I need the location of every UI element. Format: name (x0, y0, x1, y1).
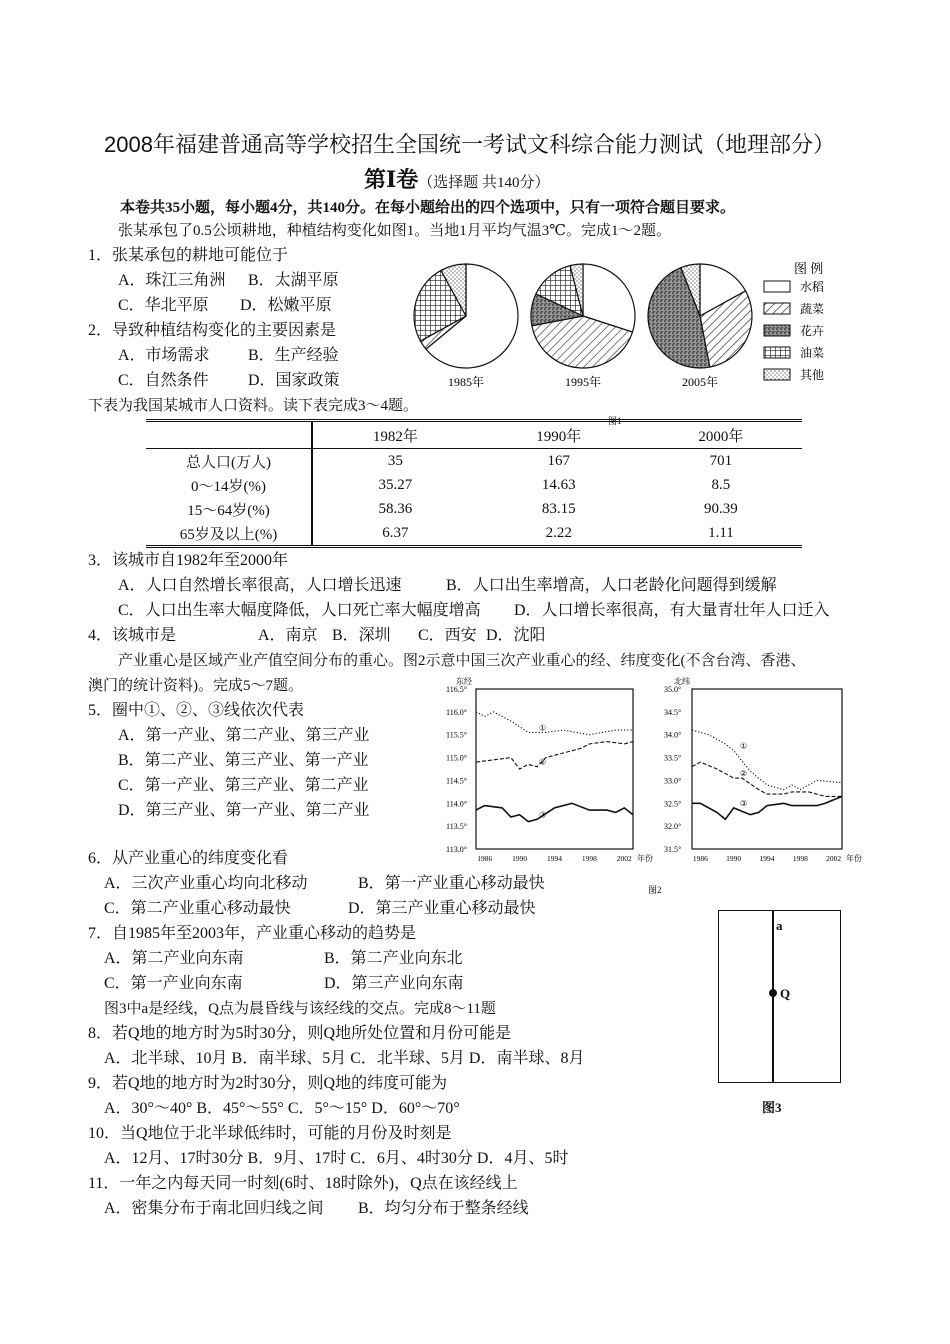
point-q-label: Q (780, 986, 791, 1001)
q7-option-a: A．第二产业向东南 (104, 950, 244, 967)
y-tick-label: 32.0° (664, 822, 682, 832)
x-tick-label: 2002 (616, 854, 632, 863)
q8-options: A．北半球、10月 B．南半球、5月 C．北半球、5月 D．南半球、8月 (104, 1050, 585, 1067)
x-tick-label: 1994 (547, 854, 562, 863)
series-label: ① (739, 741, 748, 751)
pie-label: 1985年 (447, 375, 485, 389)
table-cell: 58.36 (378, 500, 413, 517)
q7-option-d: D．第三产业向东南 (324, 975, 464, 992)
series-line-2 (692, 762, 842, 796)
table-header: 1990年 (478, 421, 640, 449)
q5-option-b: B．第二产业、第三产业、第一产业 (118, 752, 369, 769)
q4-option-b: B．深圳 (332, 627, 391, 644)
y-tick-label: 114.0° (446, 799, 467, 809)
x-tick-label: 1990 (726, 854, 742, 863)
legend-label: 花卉 (800, 324, 825, 338)
q4-option-c: C．西安 (418, 627, 477, 644)
q6-option-c: C．第二产业重心移动最快 (104, 900, 291, 917)
q2-option-d: D．国家政策 (248, 372, 340, 389)
series-label: ③ (739, 798, 748, 808)
y-tick-label: 113.5° (446, 822, 467, 832)
legend-label: 水稻 (800, 280, 825, 294)
q6-option-d: D．第三产业重心移动最快 (348, 900, 536, 917)
y-tick-label: 115.0° (446, 753, 467, 763)
section-name: 第Ⅰ卷 (364, 167, 419, 192)
x-axis-label: 年份 (637, 854, 653, 863)
y-axis-label: 北纬 (674, 677, 690, 686)
table-cell: 701 (709, 452, 733, 469)
table-header: 2000年 (640, 421, 802, 449)
q1-option-c: C．华北平原 (118, 297, 209, 314)
row-label: 15～64岁(%) (146, 497, 312, 521)
figure-1-caption: 图1 (608, 416, 622, 426)
q3-option-c: C．人口出生率大幅度降低，人口死亡率大幅度增高 (118, 602, 481, 619)
x-tick-label: 1994 (759, 854, 775, 863)
pie-label: 2005年 (681, 375, 719, 389)
q6-stem: 6．从产业重心的纬度变化看 (88, 850, 289, 867)
q3-option-b: B．人口出生率增高，人口老龄化问题得到缓解 (446, 577, 777, 594)
y-axis-label: 东经 (456, 677, 472, 686)
q5-option-d: D．第三产业、第一产业、第二产业 (118, 802, 370, 819)
q1-stem: 1．张某承包的耕地可能位于 (88, 247, 289, 264)
instructions: 本卷共35小题，每小题4分，共140分。在每小题给出的四个选项中，只有一项符合题目要求。 (120, 200, 736, 216)
q4-option-d: D．沈阳 (486, 627, 546, 644)
q5-option-a: A．第一产业、第二产业、第三产业 (118, 727, 370, 744)
x-tick-label: 2002 (826, 854, 842, 863)
table-cell: 8.5 (711, 476, 731, 493)
q11-stem: 11．一年之内每天同一时刻(6时、18时除外)，Q点在该经线上 (88, 1175, 518, 1192)
y-tick-label: 115.5° (446, 730, 467, 740)
q1-option-d: D．松嫩平原 (240, 297, 332, 314)
series-line-1 (476, 712, 633, 735)
table-cell: 35 (387, 452, 403, 469)
table-cell: 35.27 (378, 476, 413, 493)
x-tick-label: 1998 (581, 854, 597, 863)
q4-option-a: A．南京 (258, 627, 318, 644)
x-tick-label: 1986 (477, 854, 493, 863)
figure-3-caption: 图3 (762, 1100, 782, 1115)
intro-8-11: 图3中a是经线，Q点为晨昏线与该经线的交点。完成8～11题 (104, 1001, 496, 1017)
legend-title: 图 例 (794, 261, 824, 276)
q8-stem: 8．若Q地的地方时为5时30分，则Q地所处位置和月份可能是 (88, 1025, 512, 1042)
series-line-1 (692, 730, 842, 790)
q1-option-a: A．珠江三角洲 (118, 272, 226, 289)
q7-option-c: C．第一产业向东南 (104, 975, 243, 992)
q6-option-a: A．三次产业重心均向北移动 (104, 875, 308, 892)
series-line-3 (476, 803, 633, 821)
chart-frame (692, 689, 842, 849)
row-label: 总人口(万人) (146, 449, 312, 474)
series-line-3 (692, 796, 842, 819)
y-tick-label: 113.0° (446, 845, 467, 854)
q11-option-b: B．均匀分布于整条经线 (358, 1200, 529, 1217)
y-tick-label: 35.0° (664, 685, 682, 694)
intro-3-4: 下表为我国某城市人口资料。读下表完成3～4题。 (88, 398, 419, 414)
legend-label: 蔬菜 (800, 302, 825, 316)
q7-option-b: B．第二产业向东北 (324, 950, 463, 967)
y-tick-label: 31.5° (664, 845, 682, 854)
q3-stem: 3．该城市自1982年至2000年 (88, 552, 289, 569)
y-tick-label: 116.0° (446, 707, 467, 717)
table-header: 1982年 (312, 421, 478, 449)
x-tick-label: 1998 (792, 854, 808, 863)
table-cell: 6.37 (382, 524, 409, 541)
section-note: （选择题 共140分） (418, 175, 550, 191)
q9-options: A．30°～40° B．45°～55° C．5°～15° D．60°～70° (104, 1100, 460, 1117)
q10-options: A．12月、17时30分 B．9月、17时 C．6月、4时30分 D．4月、5时 (104, 1150, 569, 1167)
pie-label: 1995年 (564, 375, 602, 389)
intro-5-7-line1: 产业重心是区域产业产值空间分布的重心。图2示意中国三次产业重心的经、纬度变化(不含台湾、香港、 (118, 653, 806, 669)
table-cell: 83.15 (541, 500, 576, 517)
series-label: ① (539, 723, 547, 733)
y-tick-label: 34.5° (664, 707, 682, 717)
intro-5-7-line2: 澳门的统计资料)。完成5～7题。 (88, 678, 303, 694)
q2-option-c: C．自然条件 (118, 372, 209, 389)
y-tick-label: 32.5° (664, 799, 682, 809)
q2-option-b: B．生产经验 (248, 347, 339, 364)
row-label: 65岁及以上(%) (146, 521, 312, 547)
series-label: ② (739, 769, 748, 779)
table-cell: 1.11 (708, 524, 734, 541)
x-tick-label: 1986 (692, 854, 708, 863)
table-cell: 14.63 (541, 476, 576, 493)
q10-stem: 10．当Q地位于北半球低纬时，可能的月份及时刻是 (88, 1125, 452, 1142)
q2-stem: 2．导致种植结构变化的主要因素是 (88, 322, 337, 339)
q5-option-c: C．第一产业、第三产业、第二产业 (118, 777, 369, 794)
x-axis-label: 年份 (846, 854, 862, 863)
y-tick-label: 33.0° (664, 776, 682, 786)
point-q-marker (769, 989, 777, 997)
q3-option-a: A．人口自然增长率很高，人口增长迅速 (118, 577, 402, 594)
legend-label: 其他 (800, 368, 825, 382)
q2-option-a: A．市场需求 (118, 347, 210, 364)
meridian-label: a (776, 918, 783, 933)
q9-stem: 9．若Q地的地方时为2时30分，则Q地的纬度可能为 (88, 1075, 448, 1092)
figure-2-caption: 图2 (648, 885, 662, 895)
legend-label: 油菜 (800, 346, 825, 360)
exam-title: 2008年福建普通高等学校招生全国统一考试文科综合能力测试（地理部分） (104, 132, 835, 157)
q4-stem: 4．该城市是 (88, 627, 177, 644)
q6-option-b: B．第一产业重心移动最快 (358, 875, 545, 892)
table-cell: 167 (547, 452, 571, 469)
q1-option-b: B．太湖平原 (248, 272, 339, 289)
series-label: ② (539, 757, 547, 767)
intro-1-2: 张某承包了0.5公顷耕地，种植结构变化如图1。当地1月平均气温3℃。完成1～2题。 (118, 223, 672, 239)
q11-option-a: A．密集分布于南北回归线之间 (104, 1200, 324, 1217)
table-cell: 90.39 (704, 500, 738, 517)
q7-stem: 7．自1985年至2003年，产业重心移动的趋势是 (88, 925, 417, 942)
table-cell: 2.22 (545, 524, 572, 541)
y-tick-label: 34.0° (664, 730, 682, 740)
chart-frame (476, 689, 633, 849)
q3-option-d: D．人口增长率很高，有大量青壮年人口迁入 (514, 602, 830, 619)
y-tick-label: 33.5° (664, 753, 682, 763)
row-label: 0～14岁(%) (146, 473, 312, 497)
y-tick-label: 116.5° (446, 685, 467, 694)
x-tick-label: 1990 (512, 854, 528, 863)
series-line-2 (476, 742, 633, 769)
y-tick-label: 114.5° (446, 776, 467, 786)
series-label: ③ (539, 810, 547, 820)
q5-stem: 5．圈中①、②、③线依次代表 (88, 702, 305, 719)
